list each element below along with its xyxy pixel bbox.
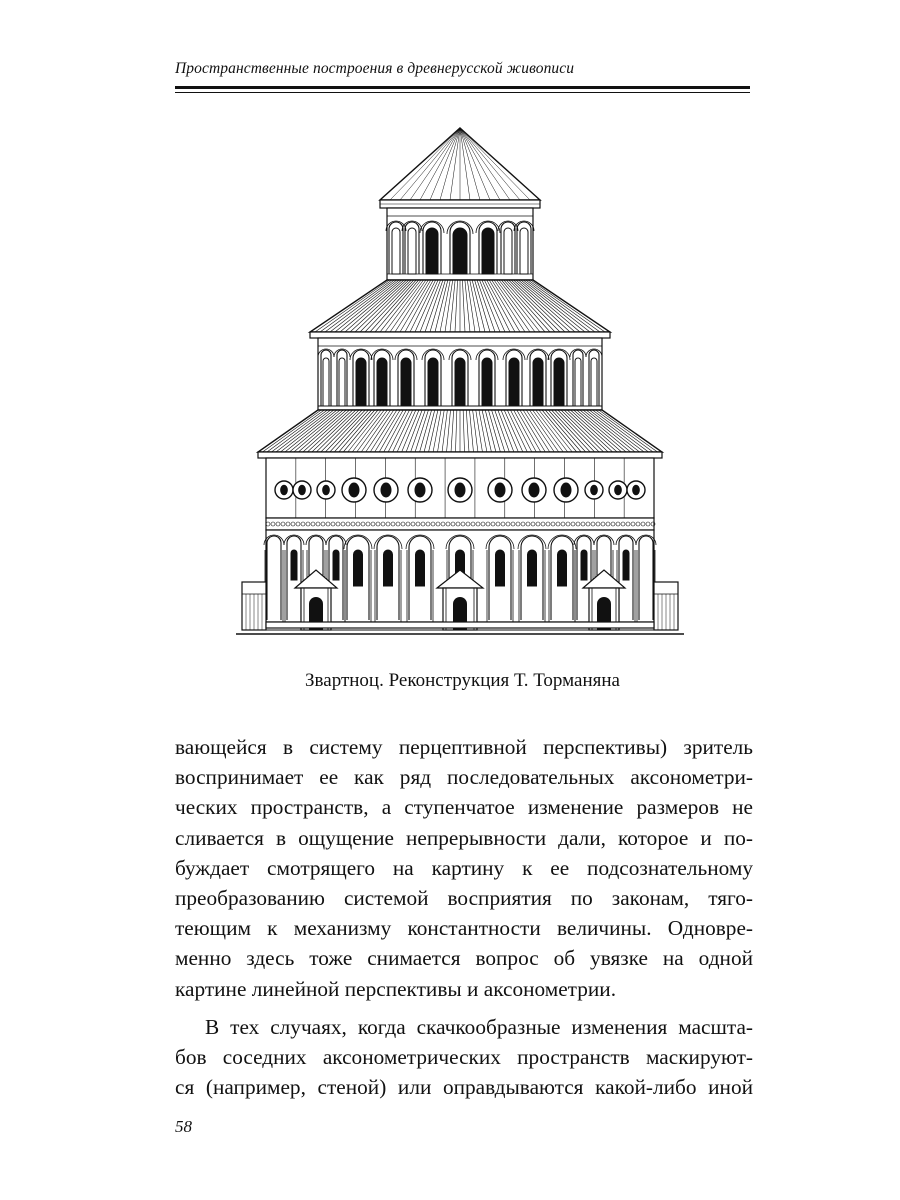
text-line: сливается в ощущение непрерывности дали, которое и по-	[175, 825, 753, 850]
text-line: картине линейной перспективы и аксонометрии.	[175, 976, 617, 1001]
figure-caption: Звартноц. Реконструкция Т. Торманяна	[305, 670, 620, 691]
body-text	[175, 732, 753, 1102]
paragraph-gap	[175, 1004, 753, 1012]
text-line: вающейся в систему перцептивной перспективы) зритель	[175, 735, 753, 759]
text-line: В тех случаях, когда скачкообразные изменения масшта-	[205, 1014, 753, 1039]
text-line: буждает смотрящего на картину к ее подсознательному	[175, 855, 753, 880]
header-rule-thick	[175, 86, 750, 89]
text-line: бов соседних аксонометрических пространств маскируют-	[175, 1044, 753, 1069]
text-line: менно здесь тоже снимается вопрос об увязке на одной	[175, 946, 753, 971]
page-number: 58	[175, 1117, 192, 1136]
paragraph-2	[175, 1012, 753, 1103]
church-illustration	[230, 120, 690, 645]
text-line: воспринимает ее как ряд последовательных аксонометри-	[175, 765, 753, 790]
paragraph-1	[175, 732, 753, 1004]
text-line: ся (например, стеной) или оправдываются какой-либо иной	[175, 1075, 753, 1100]
text-line: преобразованию системой восприятия по законам, тяго-	[175, 885, 753, 910]
text-line: теющим к механизму константности величины. Одновре-	[175, 916, 753, 941]
header-rule-thin	[175, 92, 750, 93]
text-line: ческих пространств, а ступенчатое изменение размеров не	[175, 795, 753, 820]
running-title: Пространственные построения в древнерусской живописи	[175, 60, 575, 77]
